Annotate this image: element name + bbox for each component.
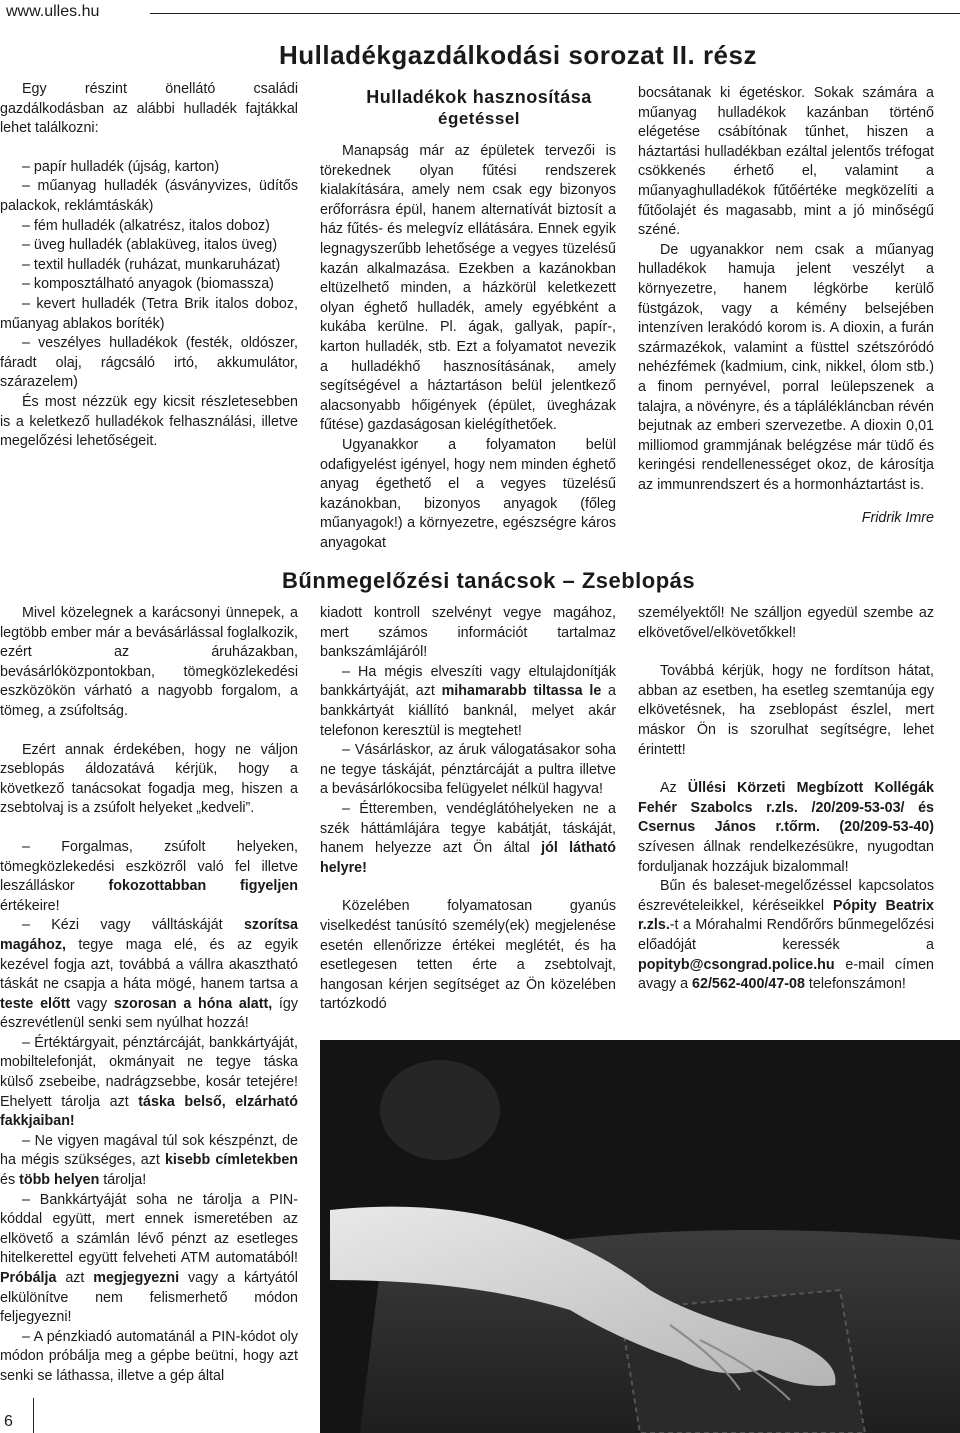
page-number-rule	[33, 1398, 34, 1433]
tip-item: – Forgalmas, zsúfolt helyeken, tömegközlekedési eszközről való fel illetve leszálláskor fokozottabban figyeljen értékeire!	[0, 838, 298, 914]
article2-paragraph: Mivel közelegnek a karácsonyi ünnepek, a legtöbb ember már a bevásárlással foglalkozik, ezért az áruházakban, bevásárlóközpontokban, tömegközlekedési eszközökön várható a nagyobb forgalom, a tömeg, a zsúfoltság.	[0, 605, 299, 719]
article1-author: Fridrik Imre	[861, 510, 934, 527]
tip-item: – Ne vigyen magával túl sok készpénzt, de ha mégis szükséges, azt kisebb címletekben és több helyen tárolja!	[0, 1132, 299, 1189]
page-number: 6	[4, 1413, 13, 1430]
article2-title: Bűnmegelőzési tanácsok – Zseblopás	[282, 568, 696, 593]
article1-paragraph: Manapság már az épületek tervezői is törekednek olyan fűtési rendszerek kialakítására, amely nem csak egy bizonyos erőforrásra épül, hanem alternatívát biztosít a ház fűtés- és melegvíz ellátására. Ennek egyik legnagyszerűbb lehetősége a vegyes tüzelésű kazán alkalmazása. Ezekben a kazánokban eltüzelhető minden, a házkörül keletkezett olyan éghető hulladék, amely egyébként a kukába kerülne. Pl. ágak, gallyak, papír-, karton hulladék, stb. Ezt a folyamatot nevezik a hulladékhő hasznosításának, amely segítségével a háztartáson belül jelentkező alacsonyabb hőigények (épület, üvegházak fűtése) gazdaságosan kielégíthetőek.	[320, 143, 616, 434]
article2-paragraph: Az Üllési Körzeti Megbízott Kollégák Fehér Szabolcs r.zls. /20/209-53-03/ és Csernus János r.tőrm. (20/209-53-40) szívesen állnak rendelkezésükre, nyugodtan forduljanak hozzájuk bizalommal!	[638, 780, 934, 875]
intro-lead: Egy részint önellátó családi gazdálkodásban az alábbi hulladék fajtákkal lehet találkozni:	[0, 81, 298, 137]
intro-item: – üveg hulladék (ablaküveg, italos üveg)	[22, 237, 278, 254]
article1-col2	[638, 84, 934, 529]
article2-paragraph: kiadott kontroll szelvényt vegye magához, mert számos információt tartalmaz bankszámlájáról!	[320, 605, 616, 661]
intro-item: – komposztálható anyagok (biomassza)	[22, 276, 274, 293]
article2-paragraph: Bűn és baleset-megelőzéssel kapcsolatos észrevételeikkel, kéréseikkel Pópity Beatrix r.zls.-t a Mórahalmi Rendőrőrs bűnmegelőzési előadóját keressék a popityb@csongrad.police.hu e-mail címen avagy a 62/562-400/47-08 telefonszámon!	[638, 878, 934, 993]
article2-paragraph: személyektől! Ne szálljon egyedül szembe az elkövetővel/elkövetőkkel!	[638, 605, 934, 641]
pickpocket-illustration	[320, 1040, 960, 1433]
pickpocket-photo	[320, 1040, 960, 1433]
article2-col3	[638, 604, 934, 995]
article1-col1	[320, 142, 616, 553]
tip-item: – Értéktárgyait, pénztárcáját, bankkártyáját, mobiltelefonját, okmányait ne tegye táska külső zsebeibe, nadrágzsebbe, kosár tetejére! Ehelyett tárolja azt táska belső, elzárható fakkjaiban!	[0, 1034, 298, 1130]
tip-item: – Vásárláskor, az áruk válogatásakor soha ne tegye táskáját, pénztárcáját a pultra illetve a bevásárlókocsiba felügyelet nélkül hagyva!	[320, 742, 616, 798]
intro-item: – papír hulladék (újság, karton)	[22, 158, 220, 175]
article1-title-line1: Hulladékok hasznosítása	[366, 87, 592, 107]
article1-paragraph: bocsátanak ki égetéskor. Sokak számára a műanyag hulladékok kazánban történő elégetése csábítónak tűnhet, hiszen a háztartási hulladékban ezáltal jelentős tréfogat csökkenés érhető el, valamint a műanyaghulladékok fűtőértéke megközelíti a fűtőolajét és magasabb, mint a jó minőségű széné.	[638, 85, 934, 239]
header-rule	[150, 13, 960, 14]
series-title: Hulladékgazdálkodási sorozat II. rész	[279, 40, 757, 70]
intro-item: – fém hulladék (alkatrész, italos doboz)	[22, 217, 270, 234]
tip-item: – Bankkártyáját soha ne tárolja a PIN-kóddal együtt, mert ennek ismeretében az elkövető a számlán lévő pénzt az esetleges hitelkerettel együtt felveheti ATM automatából! Próbálja azt megjegyezni vagy a kártyától elkülönítve nem felismerhető módon feljegyezni!	[0, 1191, 298, 1326]
article1-title-line2: égetéssel	[438, 109, 520, 128]
article1-paragraph: De ugyanakkor nem csak a műanyag hulladékok hamuja jelent veszélyt a környezetre, hanem légkörbe kerülő füstgázok, vagy a kémény belsejében intenzíven lerakódó korom is. A dioxin, a furán származékok, valamint a füsttel szétszóródó nehézfémek (kadmium, cink, nikkel, ólom stb.) a finom pernyével, porral leülepszenek a talajra, a növényre, és a táplálékláncban révén bejutnak az emberi szervezetbe. A dioxin 0,01 milliomod grammjának belégzése már tüdő és keringési rendellenességet okoz, de károsítja az immunrendszert és a hormonháztartást is.	[638, 241, 934, 493]
tip-item: – Étteremben, vendéglátóhelyeken ne a szék háttámlájára tegye kabátját, táskáját, hanem helyezze azt Ön által jól látható helyre!	[320, 800, 617, 876]
site-url: www.ulles.hu	[6, 3, 100, 20]
intro-item: – textil hulladék (ruházat, munkaruházat)	[22, 256, 281, 273]
tip-item: – Kézi vagy válltáskáját szorítsa magához, tegye maga elé, és az egyik kezével fogja azt, továbbá a vállra akasztható táskát ne csapja a háta mögé, hanem tartsa a teste előtt vagy szorosan a hóna alatt, így észrevétlenül senki sem nyúlhat hozzá!	[0, 917, 298, 1032]
intro-item: – kevert hulladék (Tetra Brik italos doboz, műanyag ablakos boríték)	[0, 295, 298, 332]
article2-paragraph: Továbbá kérjük, hogy ne fordítson hátat, abban az esetben, ha esetleg szemtanúja egy elkövetésnek, ha zseblopást észlel, mert máskor Ön is szorulhat segítségre, lehet érintett!	[638, 663, 934, 758]
tip-item: – Ha mégis elveszíti vagy eltulajdonítják bankkártyáját, azt mihamarabb tiltassa le a bankkártyát kiállító banknál, melyet akár telefonon keresztül is megtehet!	[320, 663, 616, 739]
article1-paragraph: Ugyanakkor a folyamaton belül odafigyelést igényel, hogy nem minden éghető anyag égethető el a vegyes tüzelésű kazánokban, bizonyos anyagok (főleg műanyagok!) a környezetre, egészségre káros anyagokat	[320, 436, 616, 551]
tip-item: – A pénzkiadó automatánál a PIN-kódot oly módon próbálja meg a gépbe beütni, hogy azt senki se láthassa, illetve a gép által	[0, 1328, 298, 1384]
article1-title	[320, 86, 638, 130]
article2-paragraph: Ezért annak érdekében, hogy ne váljon zseblopás áldozatává kérjük, hogy a következő tanácsokat fogadja meg, hiszen a zsebtolvaj is a zsúfolt helyeket „kedveli”.	[0, 741, 298, 817]
article2-col1	[0, 604, 298, 1387]
article2-col2	[320, 604, 616, 1015]
intro-closing: És most nézzük egy kicsit részletesebben is a keletkező hulladékok felhasználási, illetve megelőzési lehetőségeit.	[0, 393, 298, 450]
article2-paragraph: Közelében folyamatosan gyanús viselkedést tanúsító személy(ek) megjelenése esetén ellenőrizze értékei meglétét, és ha esetlegesen tetten érte a zsebtolvajt, hangosan kérjen segítséget az Ön közelében tartózkodó	[320, 898, 616, 1013]
intro-item: – veszélyes hulladékok (festék, oldószer, fáradt olaj, rágcsáló irtó, akkumulátor, szárazelem)	[0, 335, 298, 391]
intro-section	[0, 80, 298, 452]
intro-item: – műanyag hulladék (ásványvizes, üdítős palackok, reklámtáskák)	[0, 178, 298, 214]
